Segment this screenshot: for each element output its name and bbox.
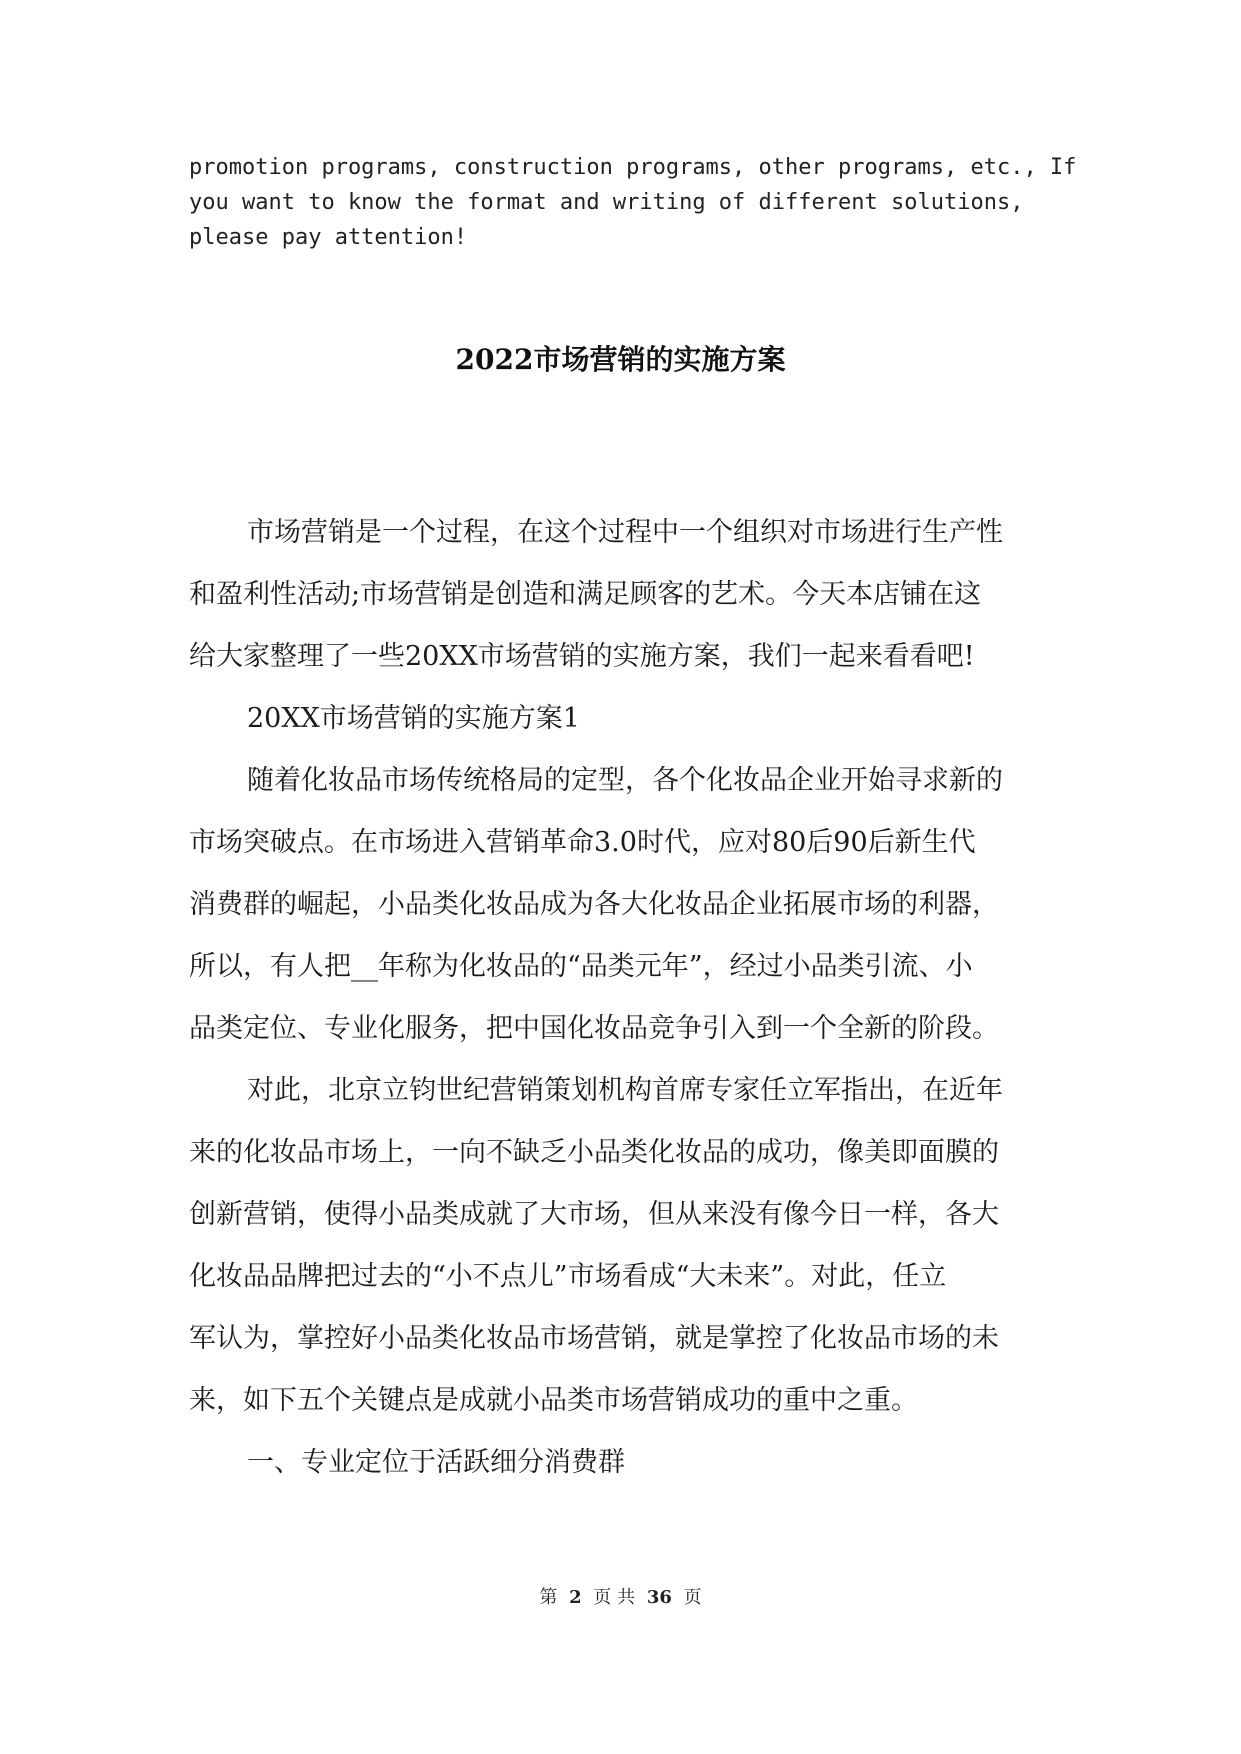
text-line: 市场营销是一个过程，在这个过程中一个组织对市场进行生产性 (247, 517, 1003, 548)
text-line: 市场突破点。在市场进入营销革命3.0时代，应对80后90后新生代 (189, 827, 976, 858)
total-page-count: 36 (646, 1587, 672, 1608)
document-title: 2022市场营销的实施方案 (455, 343, 786, 376)
section-heading-text: 20XX市场营销的实施方案1 (247, 703, 580, 734)
current-page-number: 2 (569, 1587, 582, 1608)
intro-paragraph (189, 150, 1077, 255)
paragraph-intro (189, 502, 1059, 688)
text-line: 所以，有人把__年称为化妆品的“品类元年”，经过小品类引流、小 (189, 951, 973, 982)
text-line: 军认为，掌控好小品类化妆品市场营销，就是掌控了化妆品市场的未 (189, 1323, 999, 1354)
footer-suffix: 页 (683, 1587, 702, 1608)
subsection-heading-text: 一、专业定位于活跃细分消费群 (247, 1447, 625, 1478)
text-line: 来，如下五个关键点是成就小品类市场营销成功的重中之重。 (189, 1385, 918, 1416)
text-line: 创新营销，使得小品类成就了大市场，但从来没有像今日一样，各大 (189, 1199, 999, 1230)
text-line: 来的化妆品市场上，一向不缺乏小品类化妆品的成功，像美即面膜的 (189, 1137, 999, 1168)
text-line: 和盈利性活动;市场营销是创造和满足顾客的艺术。今天本店铺在这 (189, 579, 982, 610)
intro-line: you want to know the format and writing of different solutions, (189, 190, 1024, 215)
document-body (189, 502, 1059, 1494)
text-line: 品类定位、专业化服务，把中国化妆品竞争引入到一个全新的阶段。 (189, 1013, 999, 1044)
text-line: 化妆品品牌把过去的“小不点儿”市场看成“大未来”。对此，任立 (189, 1261, 947, 1292)
text-line: 随着化妆品市场传统格局的定型，各个化妆品企业开始寻求新的 (247, 765, 1003, 796)
footer-prefix: 第 (539, 1587, 558, 1608)
subsection-heading (189, 1432, 1059, 1494)
section-heading (189, 688, 1059, 750)
paragraph-market-background (189, 750, 1059, 1060)
text-line: 给大家整理了一些20XX市场营销的实施方案，我们一起来看看吧! (189, 641, 975, 672)
paragraph-expert-opinion (189, 1060, 1059, 1432)
page-footer (0, 1584, 1241, 1612)
footer-middle: 页 共 (593, 1587, 636, 1608)
text-line: 消费群的崛起，小品类化妆品成为各大化妆品企业拓展市场的利器， (189, 889, 999, 920)
intro-line: please pay attention! (189, 225, 468, 250)
intro-line: promotion programs, construction programs, other programs, etc., If (189, 155, 1077, 180)
text-line: 对此，北京立钧世纪营销策划机构首席专家任立军指出，在近年 (247, 1075, 1003, 1106)
